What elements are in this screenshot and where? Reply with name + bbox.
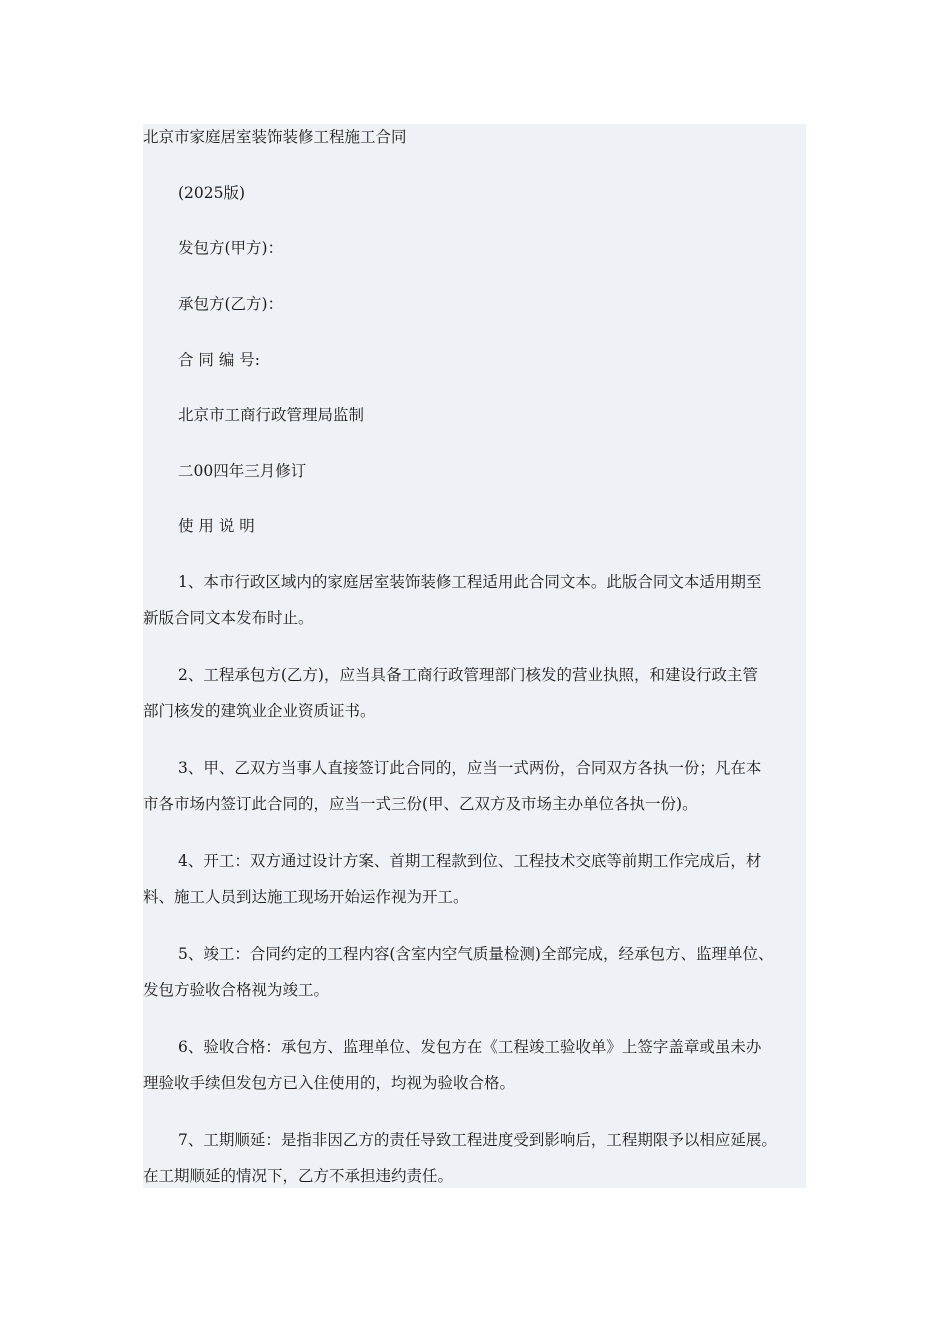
contract-number-label: 合 同 编 号: (178, 351, 261, 369)
item-4-line-1: 4、开工：双方通过设计方案、首期工程款到位、工程技术交底等前期工作完成后，材 (178, 852, 762, 870)
item-7-line-1: 7、工期顺延：是指非因乙方的责任导致工程进度受到影响后，工程期限予以相应延展。 (178, 1131, 777, 1149)
item-5-line-2: 发包方验收合格视为竣工。 (143, 981, 330, 999)
item-5-line-1: 5、竣工：合同约定的工程内容(含室内空气质量检测)全部完成，经承包方、监理单位、 (178, 945, 774, 963)
item-3-line-2: 市各市场内签订此合同的，应当一式三份(甲、乙双方及市场主办单位各执一份)。 (143, 795, 698, 813)
item-6-line-2: 理验收手续但发包方已入住使用的，均视为验收合格。 (143, 1074, 516, 1092)
item-3-line-1: 3、甲、乙双方当事人直接签订此合同的，应当一式两份，合同双方各执一份；凡在本 (178, 759, 762, 777)
item-2-line-1: 2、工程承包方(乙方)，应当具备工商行政管理部门核发的营业执照，和建设行政主管 (178, 666, 758, 684)
item-1-line-2: 新版合同文本发布时止。 (143, 609, 314, 627)
party-b-label: 承包方(乙方)： (178, 295, 284, 313)
supervisor-line: 北京市工商行政管理局监制 (178, 406, 365, 424)
item-4-line-2: 料、施工人员到达施工现场开始运作视为开工。 (143, 888, 469, 906)
item-1-line-1: 1、本市行政区域内的家庭居室装饰装修工程适用此合同文本。此版合同文本适用期至 (178, 573, 762, 591)
contract-text-block (143, 124, 806, 1188)
revision-line: 二00四年三月修订 (178, 462, 307, 480)
edition-label: (2025版) (178, 184, 246, 202)
item-6-line-1: 6、验收合格：承包方、监理单位、发包方在《工程竣工验收单》上签字盖章或虽未办 (178, 1038, 762, 1056)
item-7-line-2: 在工期顺延的情况下，乙方不承担违约责任。 (143, 1167, 454, 1185)
item-2-line-2: 部门核发的建筑业企业资质证书。 (143, 702, 376, 720)
contract-title: 北京市家庭居室装饰装修工程施工合同 (143, 128, 407, 146)
party-a-label: 发包方(甲方)： (178, 239, 284, 257)
usage-heading: 使 用 说 明 (178, 517, 255, 535)
